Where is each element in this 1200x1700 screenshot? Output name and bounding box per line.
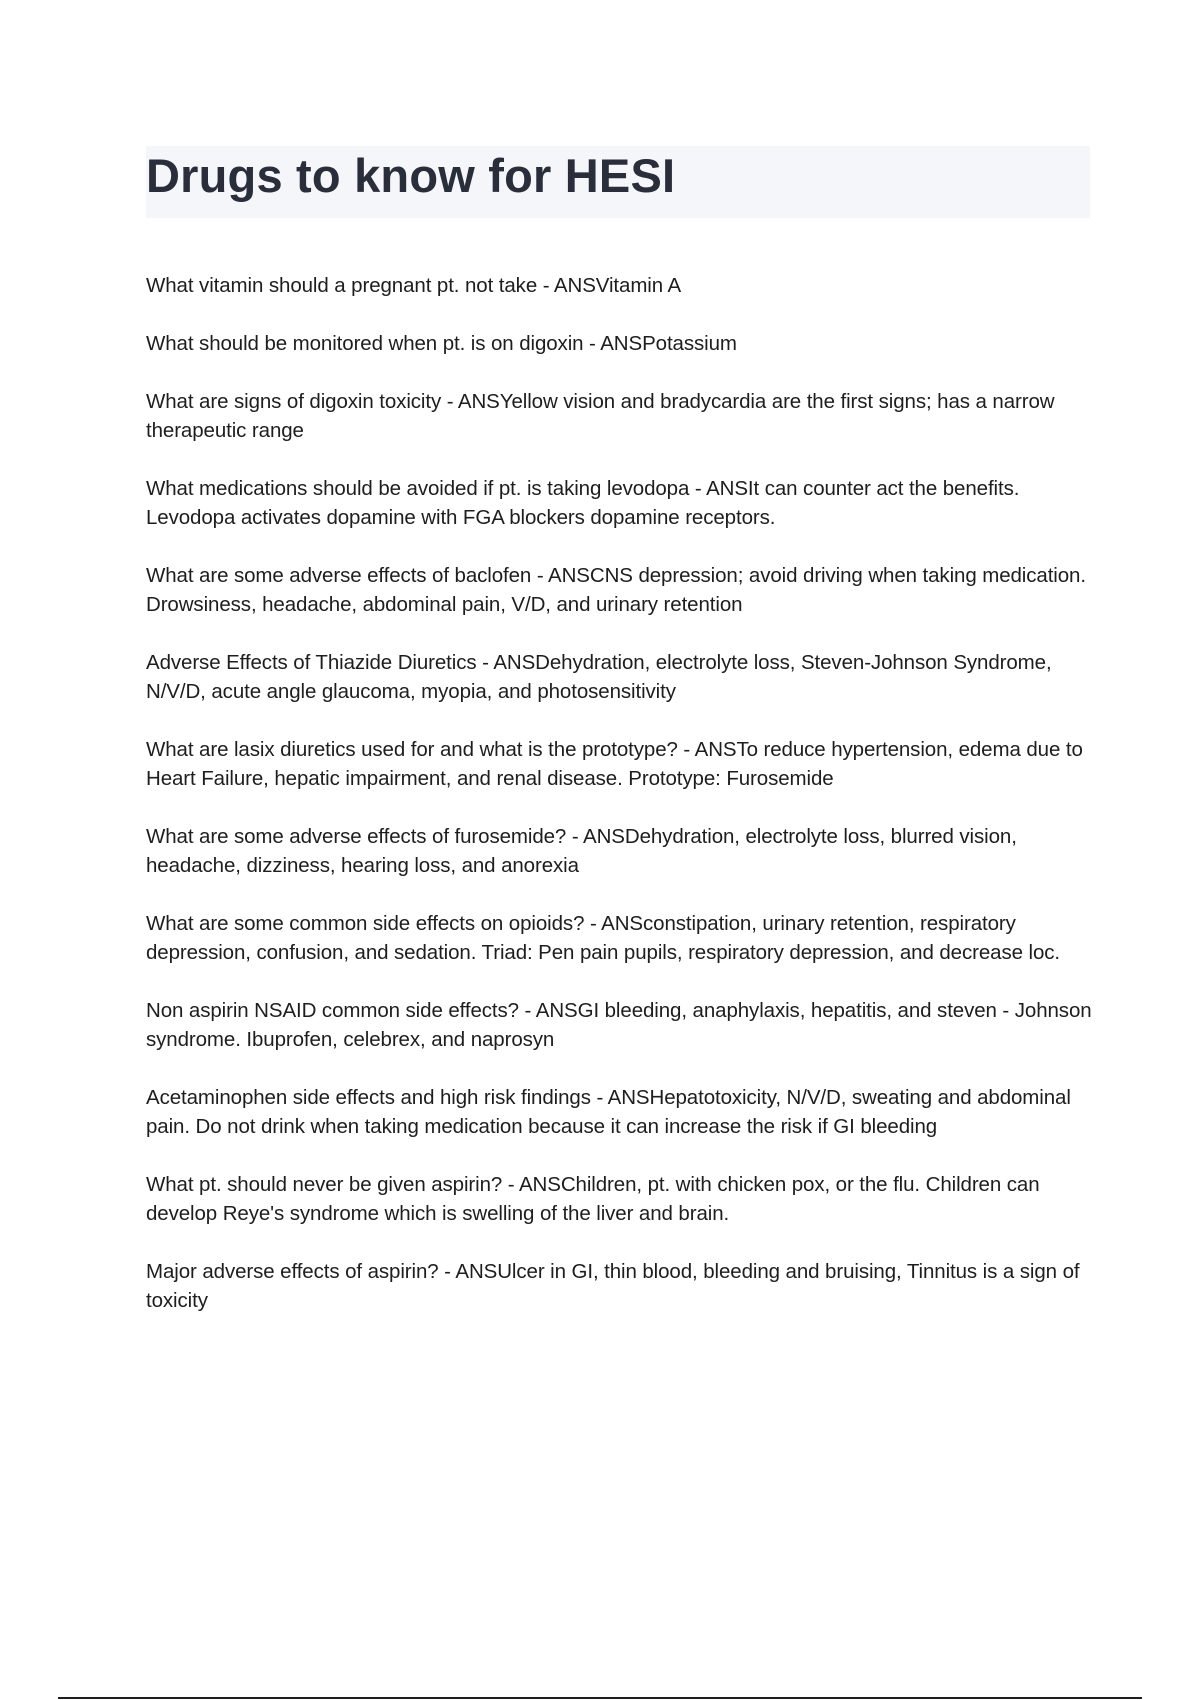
qa-item-acetaminophen: Acetaminophen side effects and high risk findings - ANSHepatotoxicity, N/V/D, sweating and abdominal pain. Do not drink when taking medication because it can increase the risk if GI bleeding <box>146 1086 1071 1138</box>
qa-item-nsaid-side-effects: Non aspirin NSAID common side effects? - ANSGI bleeding, anaphylaxis, hepatitis, and steven - Johnson syndrome. Ibuprofen, celebrex, and naprosyn <box>146 999 1092 1051</box>
qa-item-furosemide-effects: What are some adverse effects of furosemide? - ANSDehydration, electrolyte loss, blurred vision, headache, dizziness, hearing loss, and anorexia <box>146 825 1017 877</box>
qa-item-opioid-side-effects: What are some common side effects on opioids? - ANSconstipation, urinary retention, respiratory depression, confusion, and sedation. Triad: Pen pain pupils, respiratory depression, and decrease loc. <box>146 912 1061 964</box>
qa-item-aspirin-contraindication: What pt. should never be given aspirin? - ANSChildren, pt. with chicken pox, or the flu. Children can develop Reye's syndrome which is swelling of the liver and brain. <box>146 1173 1040 1225</box>
footer-divider <box>58 1697 1142 1699</box>
qa-item-levodopa: What medications should be avoided if pt. is taking levodopa - ANSIt can counter act the benefits. Levodopa activates dopamine with FGA blockers dopamine receptors. <box>146 477 1020 529</box>
title-banner <box>146 146 1090 218</box>
qa-item-aspirin-adverse-effects: Major adverse effects of aspirin? - ANSUlcer in GI, thin blood, bleeding and bruising, Tinnitus is a sign of toxicity <box>146 1260 1080 1312</box>
qa-item-thiazide-diuretics: Adverse Effects of Thiazide Diuretics - ANSDehydration, electrolyte loss, Steven-Johnson Syndrome, N/V/D, acute angle glaucoma, myopia, and photosensitivity <box>146 651 1052 703</box>
qa-item-vitamin-pregnancy: What vitamin should a pregnant pt. not take - ANSVitamin A <box>146 274 682 297</box>
qa-item-digoxin-toxicity: What are signs of digoxin toxicity - ANSYellow vision and bradycardia are the first signs; has a narrow therapeutic range <box>146 390 1055 442</box>
page-title: Drugs to know for HESI <box>146 149 676 202</box>
qa-item-digoxin-monitoring: What should be monitored when pt. is on digoxin - ANSPotassium <box>146 332 737 355</box>
qa-list <box>146 271 1096 1344</box>
qa-item-lasix-use: What are lasix diuretics used for and what is the prototype? - ANSTo reduce hypertension, edema due to Heart Failure, hepatic impairment, and renal disease. Prototype: Furosemide <box>146 738 1083 790</box>
qa-item-baclofen: What are some adverse effects of baclofen - ANSCNS depression; avoid driving when taking medication. Drowsiness, headache, abdominal pain, V/D, and urinary retention <box>146 564 1086 616</box>
